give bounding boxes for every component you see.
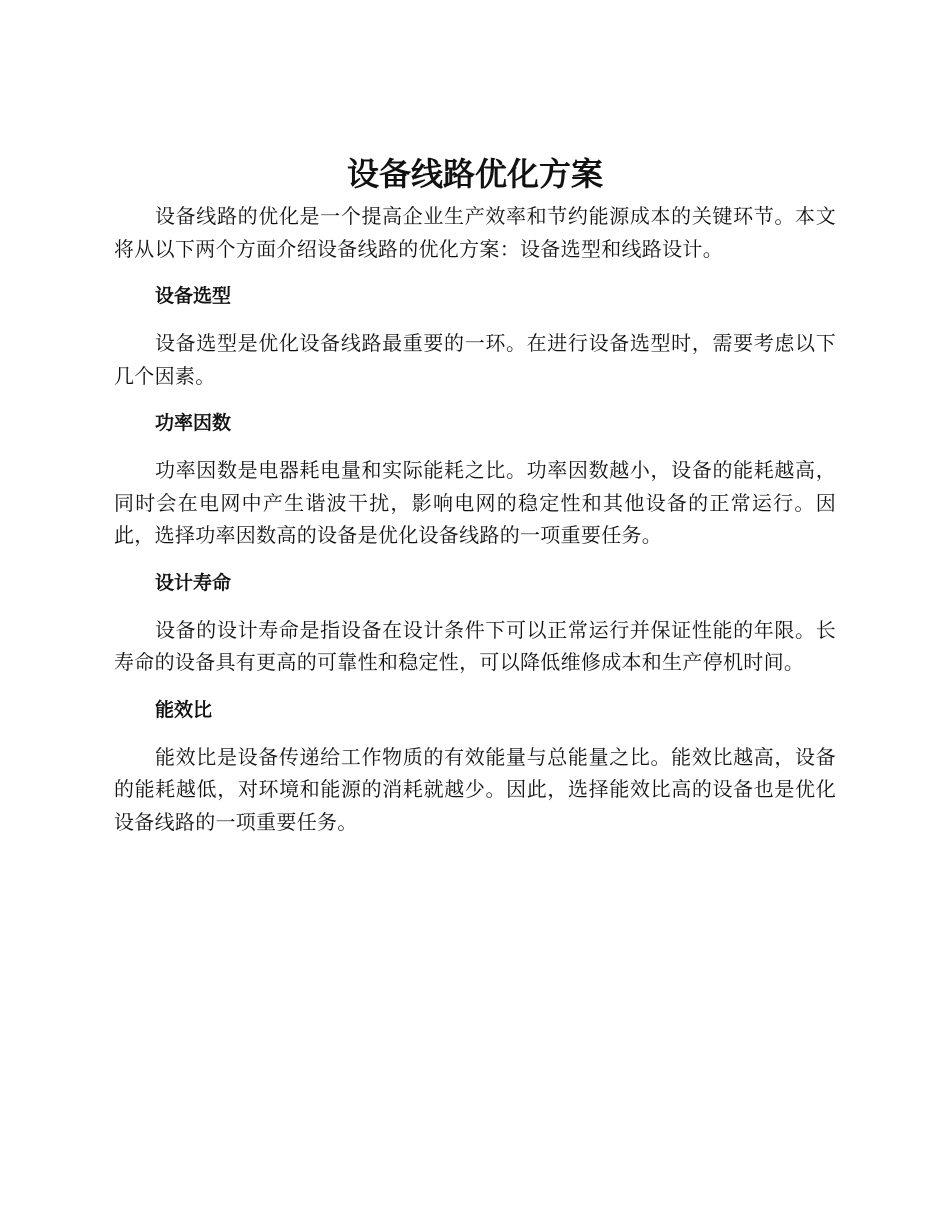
section-heading-equipment-selection: 设备选型	[155, 285, 232, 307]
document-title: 设备线路优化方案	[346, 155, 603, 193]
section-body-energy-efficiency: 能效比是设备传递给工作物质的有效能量与总能量之比。能效比越高，设备的能耗越低，对环境和能源的消耗就越少。因此，选择能效比高的设备也是优化设备线路的一项重要任务。	[114, 744, 836, 834]
section-body-design-life: 设备的设计寿命是指设备在设计条件下可以正常运行并保证性能的年限。长寿命的设备具有更高的可靠性和稳定性，可以降低维修成本和生产停机时间。	[114, 617, 836, 674]
section-heading-energy-efficiency: 能效比	[155, 698, 213, 721]
section-heading-design-life: 设计寿命	[155, 571, 232, 594]
document-page	[114, 148, 836, 838]
intro-paragraph: 设备线路的优化是一个提高企业生产效率和节约能源成本的关键环节。本文将从以下两个方面介绍设备线路的优化方案：设备选型和线路设计。	[114, 204, 836, 261]
section-body-power-factor: 功率因数是电器耗电量和实际能耗之比。功率因数越小，设备的能耗越高，同时会在电网中产生谐波干扰，影响电网的稳定性和其他设备的正常运行。因此，选择功率因数高的设备是优化设备线路的一项重要任务。	[114, 458, 836, 547]
section-body-equipment-selection: 设备选型是优化设备线路最重要的一环。在进行设备选型时，需要考虑以下几个因素。	[114, 331, 836, 388]
section-heading-power-factor: 功率因数	[155, 412, 232, 434]
